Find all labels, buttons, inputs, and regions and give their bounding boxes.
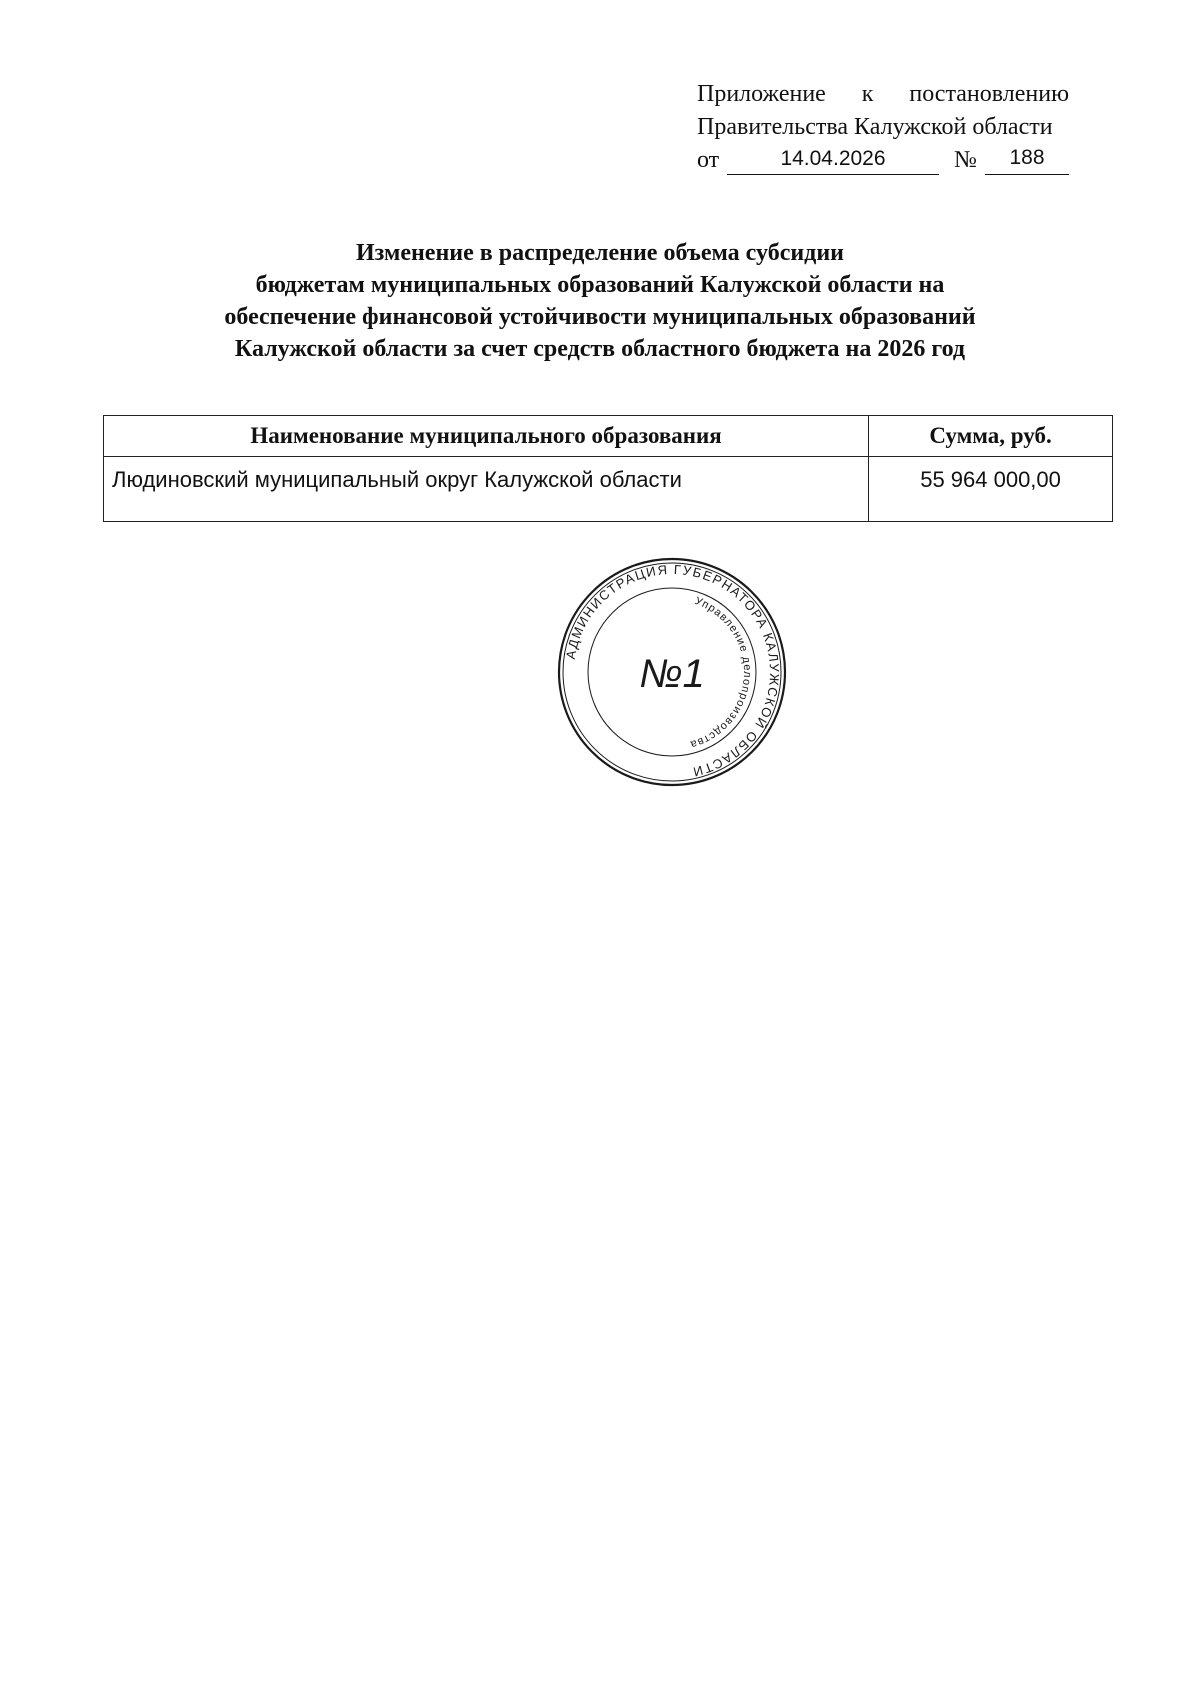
title-line: обеспечение финансовой устойчивости муниципальных образований <box>224 304 976 330</box>
title-line: Калужской области за счет средств областного бюджета на 2026 год <box>234 336 966 362</box>
title-line: бюджетам муниципальных образований Калужской области на <box>255 272 945 298</box>
title-line: Изменение в распределение объема субсидии <box>356 240 844 266</box>
appendix-line-3 <box>697 144 1097 177</box>
number-sign: № <box>954 147 977 173</box>
appendix-word: Приложение <box>697 81 826 107</box>
document-title <box>150 237 1050 365</box>
subsidy-table <box>103 415 1113 522</box>
cell-municipality-name: Людиновский муниципальный округ Калужской области <box>104 457 869 522</box>
from-label: от <box>697 147 720 173</box>
appendix-line-1 <box>697 78 1069 111</box>
seal-center-number: №1 <box>639 652 705 696</box>
table-header-row <box>104 416 1113 457</box>
resolution-date: 14.04.2026 <box>727 144 939 175</box>
seal-icon <box>556 556 788 788</box>
appendix-header <box>697 78 1097 177</box>
cell-sum: 55 964 000,00 <box>869 457 1113 522</box>
appendix-word: постановлению <box>909 81 1069 107</box>
appendix-line-2: Правительства Калужской области <box>697 114 1053 140</box>
seal-inner-text: Управление делопроизводства <box>688 595 754 751</box>
official-seal <box>556 556 788 788</box>
header-sum: Сумма, руб. <box>869 416 1113 457</box>
header-municipality-name: Наименование муниципального образования <box>104 416 869 457</box>
table-row <box>104 457 1113 522</box>
resolution-number: 188 <box>985 144 1069 175</box>
seal-outer-text: АДМИНИСТРАЦИЯ ГУБЕРНАТОРА КАЛУЖСКОЙ ОБЛАСТИ <box>562 561 783 780</box>
appendix-word: к <box>861 81 874 107</box>
